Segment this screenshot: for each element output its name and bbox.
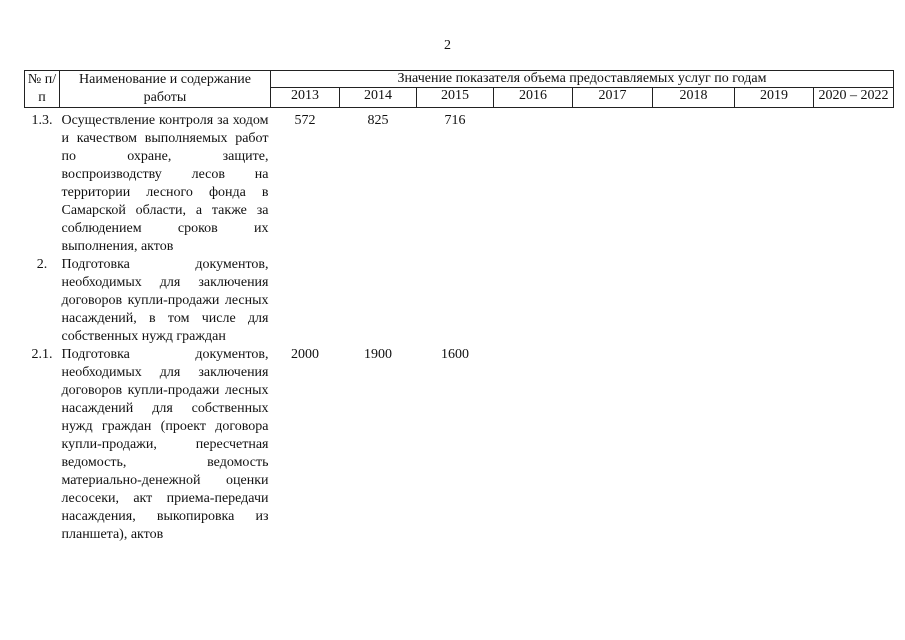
row-value: 1600 xyxy=(441,347,469,362)
row-value xyxy=(814,256,894,346)
row-value: 2000 xyxy=(291,347,319,362)
row-name: Подготовка документов, необходимых для заключения договоров купли-продажи лесных насаждений, в том числе для собственных нужд граждан xyxy=(61,257,269,344)
row-value xyxy=(735,346,814,544)
row-value xyxy=(573,108,653,257)
row-value xyxy=(494,346,573,544)
header-year: 2015 xyxy=(417,88,494,108)
row-value xyxy=(573,256,653,346)
header-year: 2020 – 2022 xyxy=(814,88,894,108)
row-value xyxy=(340,256,417,346)
table-row xyxy=(25,346,894,544)
row-value xyxy=(814,346,894,544)
table-row xyxy=(25,256,894,346)
services-volume-table xyxy=(24,70,894,544)
table-row xyxy=(25,108,894,257)
header-year: 2014 xyxy=(340,88,417,108)
header-num: № п/п xyxy=(25,71,60,108)
row-name: Осуществление контроля за ходом и качеством выполняемых работ по охране, защите, воспроизводству лесов на территории лесного фонда в Самарской области, а также за соблюдением сроков их выполнения, актов xyxy=(61,113,269,254)
row-value xyxy=(735,256,814,346)
header-year: 2016 xyxy=(494,88,573,108)
row-number: 2.1. xyxy=(31,347,53,362)
row-value xyxy=(573,346,653,544)
row-value xyxy=(271,256,340,346)
row-value xyxy=(653,256,735,346)
row-value xyxy=(653,108,735,257)
row-value xyxy=(494,256,573,346)
page-number: 2 xyxy=(444,38,451,53)
header-year: 2018 xyxy=(653,88,735,108)
row-value: 716 xyxy=(444,113,466,128)
row-value xyxy=(814,108,894,257)
row-value: 1900 xyxy=(364,347,392,362)
header-year: 2013 xyxy=(271,88,340,108)
row-value: 825 xyxy=(367,113,389,128)
header-year: 2017 xyxy=(573,88,653,108)
row-value xyxy=(417,256,494,346)
row-name: Подготовка документов, необходимых для заключения договоров купли-продажи лесных насаждений для собственных нужд граждан (проект договора купли-продажи, пересчетная ведомость, ведомость материально-денежной оценки лесосеки, акт приема-передачи насаждения, выкопировка из планшета), актов xyxy=(61,347,269,542)
row-number: 2. xyxy=(36,257,48,272)
row-value: 572 xyxy=(294,113,316,128)
row-value xyxy=(494,108,573,257)
header-name: Наименование и содержание работы xyxy=(60,71,271,108)
row-value xyxy=(653,346,735,544)
row-value xyxy=(735,108,814,257)
header-values-title: Значение показателя объема предоставляемых услуг по годам xyxy=(271,71,894,88)
header-year: 2019 xyxy=(735,88,814,108)
row-number: 1.3. xyxy=(31,113,53,128)
